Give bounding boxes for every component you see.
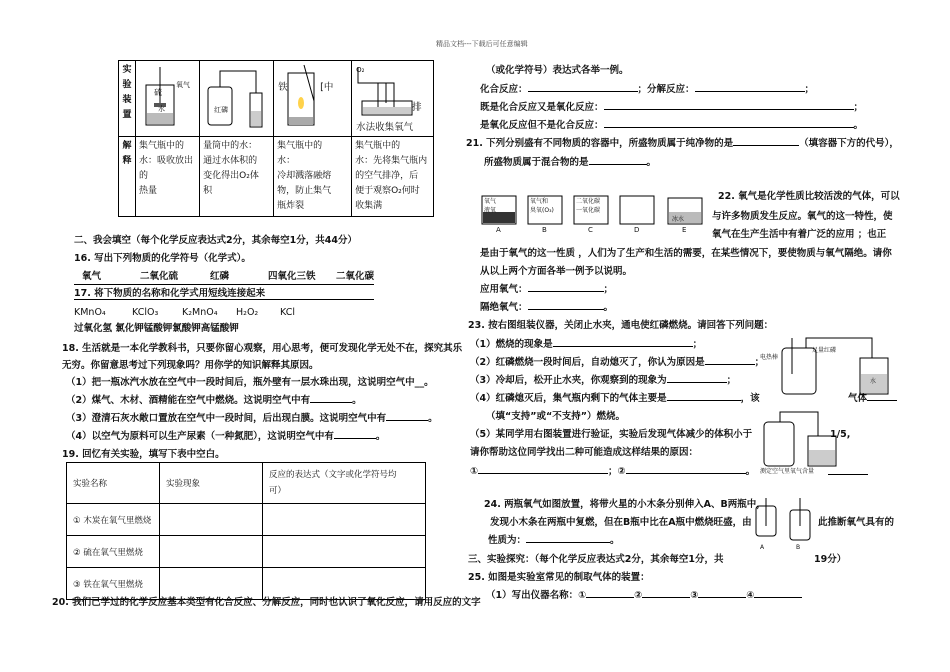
q16-item: 二氧化碳 [336,271,375,282]
row-head-explanation: 解释 [119,137,136,217]
q22-a-text: 应用氧气： [480,284,528,295]
q22-line3: 氧气在生产生活中有着广泛的应用 ；也正 [712,229,887,240]
cell-text: 冷却溅落融熔 [277,171,332,181]
label-drain: 排 [412,102,422,113]
answer-blank[interactable] [586,597,634,598]
q19-answer-cell[interactable] [160,568,263,600]
q20-c-text: 是氧化反应但不是化合反应： [480,120,604,131]
answer-blank[interactable] [386,420,428,421]
q19-header: 实验名称 [67,463,160,504]
q19-answer-cell[interactable] [160,536,263,568]
fig21-label: 液氧 [484,207,497,214]
q20-a-text: 化合反应： [480,84,528,95]
q19-header: 实验现象 [160,463,263,504]
label-collection-method: 水法收集氧气 [356,122,414,133]
q20-text: 20. 我们已学过的化学反应基本类型有化合反应、分解反应，同时也认识了氧化反应，请用反应的文字 [52,597,481,608]
label-o2: O₂ [356,66,365,74]
cell-text: 便于观察O₂何时 [355,186,420,196]
cell-text: 热量 [138,186,157,196]
answer-blank[interactable] [754,597,802,598]
q25-text: 25. 如图是实验室常见的制取气体的装置： [468,572,650,583]
q19-header [263,463,426,504]
cell-text: 水： [277,156,296,166]
label-water: 水 [157,105,165,113]
row-head-apparatus: 实验装置 [119,61,136,137]
answer-blank[interactable] [642,597,690,598]
section-2-heading: 二、我会填空（每个化学反应表达式2分，其余每空1分，共44分） [74,235,357,246]
cell-text: 积 [203,186,213,196]
q23-2: （2）红磷燃烧一段时间后，自动熄灭了，你认为原因是 ； [470,357,765,368]
q22-b: 隔绝氧气： 。 [480,302,614,313]
q17-formula: H₂O₂ [236,307,259,318]
q19-answer-cell[interactable] [263,504,426,536]
q21-line2: 所盛物质属于混合物的是 。 [484,157,657,168]
q16-item: 二氧化硫 [140,271,179,282]
label-in: [中 [320,82,334,93]
fig23-label: 足量红磷 [812,347,837,354]
cell-text: 集气瓶中的 [355,141,401,151]
cell-text: 变化得出O₂体 [203,171,259,181]
q18-a: （1）把一瓶冰汽水放在空气中一段时间后，瓶外壁有一层水珠出现，这说明空气中__。 [66,377,434,388]
page-header: 精品文档---下载后可任意编辑 [436,40,528,48]
cell-text: 量筒中的水： [203,141,258,151]
explanation-sulfur [135,137,199,217]
q19-text: 19. 回忆有关实验，填写下表中空白。 [62,449,225,460]
q22-line4: 是由于氧气的这一性质 ，人们为了生产和生活的需要，在某些情况下，要使物质与氧气隔绝。请你 [480,248,892,259]
answer-blank[interactable] [705,364,755,365]
answer-blank[interactable] [528,91,638,92]
q25-1d: ④ [746,590,755,601]
fig21-letter: C [588,226,593,234]
q23-5b: 1/5, [830,429,851,440]
q16-item: 四氧化三铁 [268,271,316,282]
apparatus-iron [274,61,352,137]
q23-ans1: ① [470,466,479,477]
q18-b: （2）煤气、木材、酒精能在空气中燃烧。这说明空气中有 。 [66,395,362,406]
fig21-label: 一氧化碳 [576,207,601,214]
fig24-label: B [796,544,801,551]
fig21-letter: D [634,226,640,234]
q23-4d: （填“支持”或“不支持”）燃烧。 [486,411,625,422]
q18-b-text: （2）煤气、木材、酒精能在空气中燃烧。这说明空气中有 [66,395,311,406]
q24-line1: 24. 两瓶氧气如图放置，将带火星的小木条分别伸入A、B两瓶中， [484,499,766,510]
q21-text-b: （填容器下方的代号）， [799,138,899,149]
q19-answer-cell[interactable] [263,536,426,568]
q23-apparatus-figure [756,334,896,400]
q18-line1: 18. 生活就是一本化学教科书，只要你留心观察，用心思考，便可发现化学无处不在，探究其乐 [62,343,463,354]
q19-table [66,462,426,600]
q25-1-text: （1）写出仪器名称：① [486,590,587,601]
q22-a: 应用氧气： ； [480,284,614,295]
q23-answers: ① ；② 。 [470,466,756,477]
section-3-heading-b: 19分） [814,554,847,565]
q17-text: 17. 将下物质的名称和化学式用短线连接起来 [74,288,266,299]
apparatus-water-collection [352,61,434,137]
explanation-phosphorus [200,137,274,217]
q20-b-text: 既是化合反应又是氧化反应： [480,102,604,113]
explanation-water-collection [352,137,434,217]
answer-blank[interactable] [667,400,741,401]
q22-line1: 22. 氧气是化学性质比较活泼的气体，可以 [718,191,900,202]
answer-blank[interactable] [478,473,608,474]
q17-names: 过氧化氢 氯化钾锰酸钾氯酸钾高锰酸钾 [74,323,239,334]
answer-blank[interactable] [733,145,799,146]
q24-line2b: 此推断氧气具有的 [818,517,895,528]
q24-line3: 性质为： 。 [488,535,620,546]
answer-blank[interactable] [695,91,805,92]
q20-b: 既是化合反应又是氧化反应： ； [480,102,864,113]
answer-blank[interactable] [334,438,376,439]
q23-5: （5）某同学用右图装置进行验证，实验后发现气体减少的体积小于 [470,429,753,440]
q23-4c-text: 气体 [848,393,868,404]
iron-apparatus-figure [274,63,344,133]
q21-line1 [466,137,899,150]
section-3-heading [468,553,723,566]
fig21-label: 冰水 [672,216,685,223]
q25-1c: ③ [690,590,699,601]
q18-d-text: （4）以空气为原料可以生产尿素（一种氮肥），这说明空气中有 [66,431,334,442]
q19-answer-cell[interactable] [160,504,263,536]
q23-4-text: （4）红磷熄灭后，集气瓶内剩下的气体主要是 [470,393,667,404]
q18-line2: 无穷。你留意思考过下列现象吗？用你学的知识解释其原因。 [62,360,319,371]
cell-text: 的空气排净，后 [355,171,419,181]
fig21-letter: A [496,226,501,234]
q19-header-text: 反应的表达式（文字或化学符号均 [269,470,397,480]
cell-text: 水：吸收放出的 [138,156,193,181]
q20-a: 化合反应： ；分解反应： ； [480,84,815,95]
answer-blank[interactable] [526,542,610,543]
q21-text: 21. 下列分别盛有不同物质的容器中，所盛物质属于纯净物的是 [466,138,734,149]
fig21-label: 氧气和 [530,198,549,205]
q17-formula: KMnO₄ [74,307,106,318]
q19-answer-cell[interactable] [263,568,426,600]
label-sulfur: 硫 [153,88,162,97]
fig23-label: 电热棒 [760,354,779,361]
phosphorus-apparatus-figure [200,63,268,133]
q17-formula: K₂MnO₄ [182,307,218,318]
cell-text: 收集满 [355,201,383,211]
fig21-letter: E [682,226,687,234]
q18-c-text: （3）澄清石灰水敞口置放在空气中一段时间，后出现白膜。这说明空气中有 [66,413,387,424]
answer-blank[interactable] [828,474,868,475]
q16-item: 红磷 [210,271,230,282]
q23-1-text: （1）燃烧的现象是 [470,339,553,350]
cell-text: 通过水体积的 [203,156,258,166]
fig24-label: A [760,544,765,551]
answer-blank[interactable] [528,291,604,292]
cell-text: 水：先将集气瓶内 [355,156,428,166]
q21-text-2: 所盛物质属于混合物的是 [484,157,589,168]
q19-row-label: ① 木炭在氧气里燃烧 [67,504,160,536]
answer-line [74,284,374,285]
q24-3-text: 性质为： [488,535,527,546]
answer-blank[interactable] [528,309,604,310]
label-red-phosphorus: 红磷 [214,106,229,114]
fig21-label: 二氧化碳 [576,198,601,205]
label-iron: 铁 [278,82,288,93]
answer-blank[interactable] [553,346,693,347]
answer-blank[interactable] [604,109,854,110]
answer-blank[interactable] [604,127,854,128]
cell-text: 瓶炸裂 [277,201,305,211]
cell-text: 集气瓶中的 [277,141,323,151]
answer-blank[interactable] [698,597,746,598]
q22-line5: 从以上两个方面各举一例予以说明。 [480,266,633,277]
answer-blank[interactable] [626,473,746,474]
q19-row-label: ② 硫在氧气里燃烧 [67,536,160,568]
answer-blank[interactable] [867,400,897,401]
q25-1 [486,589,802,602]
q20-cont: （或化学符号）表达式各举一例。 [486,65,629,76]
q16-item: 氧气 [82,271,102,282]
q18-c: （3）澄清石灰水敞口置放在空气中一段时间，后出现白膜。这说明空气中有 。 [66,413,438,424]
answer-blank[interactable] [310,402,352,403]
fig21-label: 臭氧(O₃) [530,207,554,214]
section-3-text: 三、实验探究：（每个化学反应表达式2分，其余每空1分，共 [468,554,724,565]
answer-line [74,299,374,300]
experiment-table [118,60,434,217]
q23-3-text: （3）冷却后，松开止水夹，你观察到的现象为 [470,375,667,386]
q25-1b: ② [634,590,643,601]
apparatus-sulfur [135,61,199,137]
q24-line2: 发现小木条在两瓶中复燃，但在B瓶中比在A瓶中燃烧旺盛，由 [490,517,752,528]
q20-a2-text: ；分解反应： [637,84,695,95]
q23-verification-figure [758,410,851,472]
q16-text: 16. 写出下列物质的化学符号（化学式）。 [74,253,251,264]
q23-4b-text: ，该 [740,393,760,404]
fig23-caption: 测定空气里氧气含量 [760,468,815,475]
q23-3: （3）冷却后，松开止水夹，你观察到的现象为 ； [470,375,737,386]
apparatus-phosphorus [200,61,274,137]
q23-1: （1）燃烧的现象是 ； [470,339,703,350]
explanation-iron [274,137,352,217]
answer-blank[interactable] [667,382,727,383]
q23-text: 23. 按右图组装仪器，关闭止水夹，通电使红磷燃烧。请回答下列问题： [468,320,774,331]
fig23-label: 水 [870,378,877,385]
q22-b-text: 隔绝氧气： [480,302,528,313]
fig21-label: 氧气 [484,198,497,205]
q20-c: 是氧化反应但不是化合反应： 。 [480,120,864,131]
q23-ans2: ；② [608,466,626,477]
q23-5c: 请你帮助这位同学找出二种可能造成这样结果的原因： [470,447,699,458]
q19-header-text: 可） [269,486,287,496]
sulfur-apparatus-figure [138,63,194,131]
q19-row-label: ③ 铁在氧气里燃烧 [67,568,160,600]
label-oxygen: 氧气 [175,81,190,89]
q22-line2: 与许多物质发生反应。氧气的这一特性，使 [712,211,893,222]
fig21-letter: B [542,226,547,234]
q23-2-text: （2）红磷燃烧一段时间后，自动熄灭了，你认为原因是 [470,357,705,368]
q23-4 [470,392,760,405]
cell-text: 物，防止集气 [277,186,332,196]
answer-blank[interactable] [589,164,647,165]
q17-formula: KClO₃ [132,307,159,318]
cell-text: 集气瓶中的 [138,141,184,151]
q17-formula: KCl [280,307,295,318]
q18-d: （4）以空气为原料可以生产尿素（一种氮肥），这说明空气中有 。 [66,431,386,442]
